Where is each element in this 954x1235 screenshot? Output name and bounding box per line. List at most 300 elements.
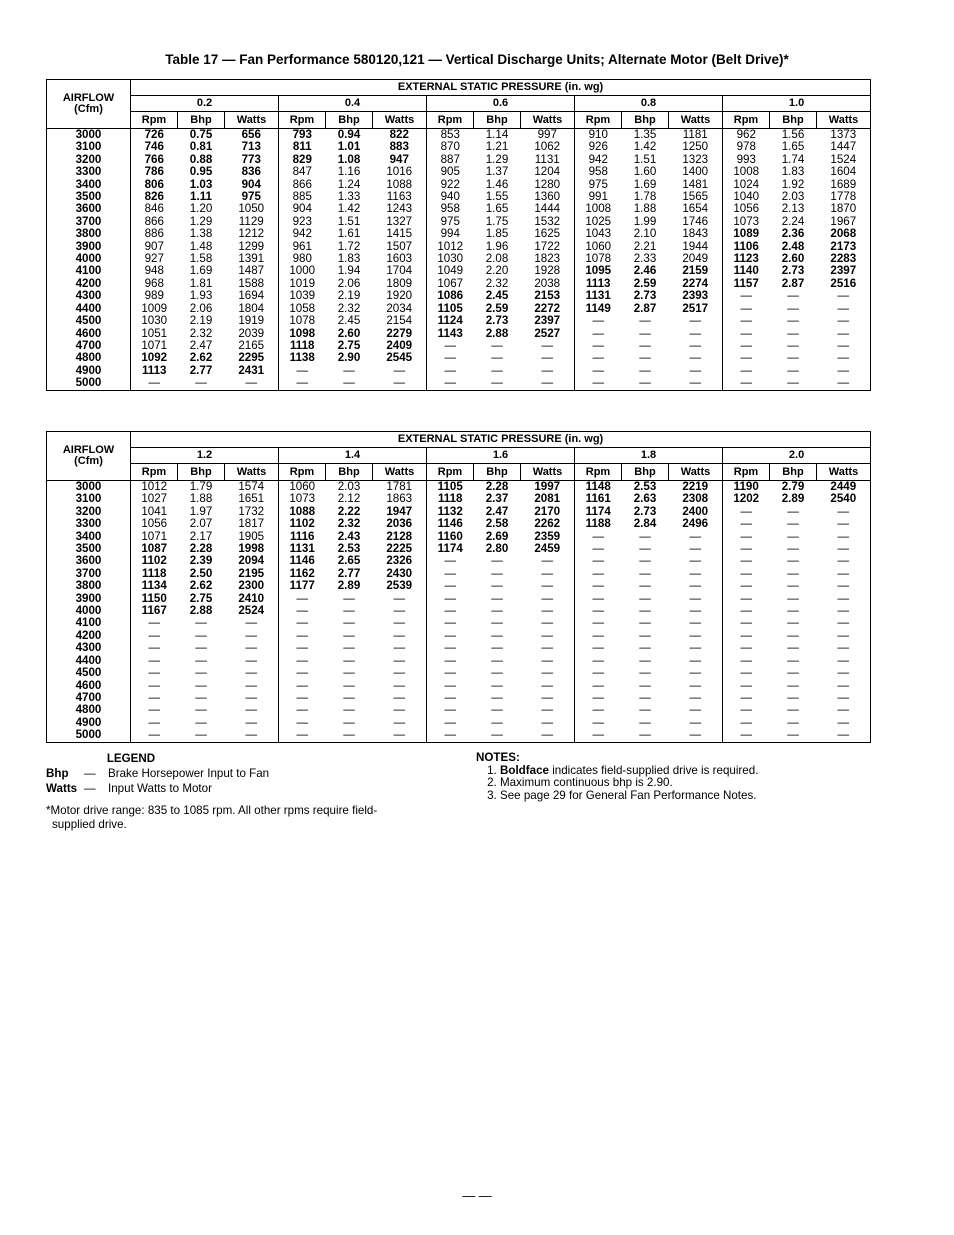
data-cell: — xyxy=(689,604,702,618)
data-cell: — xyxy=(541,591,554,605)
data-cell: 2.53 xyxy=(337,542,361,556)
data-cell: 2.24 xyxy=(781,214,805,228)
data-cell: — xyxy=(639,616,651,630)
data-cell: 1062 xyxy=(534,140,561,154)
data-cell: — xyxy=(837,616,850,630)
data-cell: 885 xyxy=(279,191,326,203)
data-cell: 1.29 xyxy=(189,214,213,228)
column-header: Bhp xyxy=(178,464,225,481)
data-cell: 2496 xyxy=(682,517,709,531)
data-cell: — xyxy=(689,728,702,742)
data-cell: 1360 xyxy=(534,190,561,204)
data-cell: 1565 xyxy=(682,190,709,204)
data-cell: — xyxy=(541,715,554,729)
data-cell: 2.32 xyxy=(189,326,213,340)
data-cell: 2.48 xyxy=(781,239,805,253)
data-cell: — xyxy=(575,642,622,654)
pressure-header: 0.8 xyxy=(575,96,723,112)
legend-desc: Input Watts to Motor xyxy=(108,782,212,795)
data-cell: 975 xyxy=(241,190,261,204)
data-cell: 1323 xyxy=(682,152,709,166)
notes xyxy=(476,752,876,802)
data-cell: 883 xyxy=(389,140,409,154)
column-header: Rpm xyxy=(279,464,326,481)
airflow-header-line: (Cfm) xyxy=(74,455,103,467)
data-cell: 1.03 xyxy=(189,177,213,191)
data-cell: 1.48 xyxy=(189,239,213,253)
data-cell: 1905 xyxy=(238,529,265,543)
data-cell: — xyxy=(195,616,207,630)
data-cell: — xyxy=(689,715,702,729)
data-cell: — xyxy=(787,715,799,729)
data-cell: 2159 xyxy=(682,264,709,278)
data-cell: 904 xyxy=(241,177,261,191)
data-cell: 2068 xyxy=(830,227,857,241)
data-cell: 1.78 xyxy=(633,190,657,204)
data-cell: 1146 xyxy=(427,518,474,530)
legend-desc: Brake Horsepower Input to Fan xyxy=(108,767,270,780)
data-cell: 2039 xyxy=(238,326,265,340)
data-cell: — xyxy=(723,729,770,742)
column-header: Watts xyxy=(817,464,871,481)
data-cell: 1.74 xyxy=(781,152,805,166)
data-cell: — xyxy=(393,728,406,742)
data-cell: — xyxy=(837,715,850,729)
data-cell: 1704 xyxy=(386,264,413,278)
data-cell: — xyxy=(639,666,651,680)
data-cell: 1.94 xyxy=(337,264,361,278)
airflow-cell: 4900 xyxy=(47,365,131,377)
data-cell: 1.79 xyxy=(189,480,213,493)
data-cell: — xyxy=(639,529,651,543)
data-cell: 958 xyxy=(427,203,474,215)
data-cell: 822 xyxy=(389,128,409,141)
column-header: Rpm xyxy=(131,464,178,481)
data-cell: — xyxy=(837,301,850,315)
airflow-cell: 3500 xyxy=(47,191,131,203)
data-cell: 1.83 xyxy=(337,252,361,266)
data-cell: — xyxy=(279,655,326,667)
data-cell: — xyxy=(787,591,799,605)
airflow-cell: 4300 xyxy=(47,642,131,654)
data-cell: — xyxy=(723,593,770,605)
data-cell: 2449 xyxy=(830,480,857,493)
data-cell: — xyxy=(393,591,406,605)
data-cell: 1056 xyxy=(723,203,770,215)
table-row xyxy=(47,228,871,240)
data-cell: 978 xyxy=(723,141,770,153)
data-cell: 1843 xyxy=(682,227,709,241)
data-cell: 2.75 xyxy=(189,591,213,605)
column-header: Bhp xyxy=(178,112,225,129)
page-title: Table 17 — Fan Performance 580120,121 — Vertical Discharge Units; Alternate Motor (Belt Drive)* xyxy=(165,52,789,67)
data-cell: 2034 xyxy=(386,301,413,315)
data-cell: — xyxy=(723,531,770,543)
data-cell: — xyxy=(541,566,554,580)
data-cell: 1123 xyxy=(723,253,770,265)
data-cell: 1131 xyxy=(575,290,622,302)
data-cell: 1118 xyxy=(279,340,326,352)
data-cell: — xyxy=(541,579,554,593)
data-cell: — xyxy=(279,667,326,679)
data-cell: 1131 xyxy=(534,152,560,166)
data-cell: 1.16 xyxy=(337,165,361,179)
data-cell: — xyxy=(689,616,702,630)
data-cell: — xyxy=(575,352,622,364)
data-cell: 2219 xyxy=(682,480,709,493)
column-header: Bhp xyxy=(474,112,521,129)
data-cell: — xyxy=(723,352,770,364)
motor-drive-footnote xyxy=(46,804,441,832)
data-cell: 1088 xyxy=(279,506,326,518)
data-cell: 907 xyxy=(144,239,164,253)
data-cell: 2.45 xyxy=(485,289,509,303)
data-cell: — xyxy=(343,604,355,618)
data-cell: 1781 xyxy=(386,480,413,493)
data-cell: — xyxy=(787,666,799,680)
data-cell: — xyxy=(427,580,474,592)
data-cell: 1039 xyxy=(279,290,326,302)
data-cell: 1167 xyxy=(141,604,167,618)
data-cell: — xyxy=(343,678,355,692)
data-cell: — xyxy=(723,315,770,327)
data-cell: — xyxy=(723,377,770,390)
column-header: Bhp xyxy=(474,464,521,481)
data-cell: — xyxy=(837,591,850,605)
data-cell: 2.79 xyxy=(781,480,805,493)
data-cell: — xyxy=(541,653,554,667)
data-cell: 1041 xyxy=(141,504,168,518)
data-cell: 1157 xyxy=(723,278,770,290)
data-cell: — xyxy=(148,728,161,742)
data-cell: — xyxy=(639,376,651,390)
data-cell: — xyxy=(723,655,770,667)
data-cell: — xyxy=(195,628,207,642)
data-cell: — xyxy=(689,566,702,580)
data-cell: — xyxy=(245,653,258,667)
data-cell: 1056 xyxy=(141,517,168,531)
data-cell: — xyxy=(689,703,702,717)
data-cell: — xyxy=(723,580,770,592)
table-row xyxy=(47,141,871,153)
data-cell: 2524 xyxy=(238,604,265,618)
data-cell: — xyxy=(787,529,799,543)
data-cell: 1025 xyxy=(575,216,622,228)
data-cell: 1.75 xyxy=(485,214,509,228)
airflow-header xyxy=(47,432,131,481)
data-cell: 766 xyxy=(144,152,164,166)
data-cell: 2410 xyxy=(238,591,265,605)
data-cell: 2.88 xyxy=(485,326,509,340)
data-cell: 2.62 xyxy=(189,351,213,365)
data-cell: 1030 xyxy=(427,253,474,265)
data-cell: 2038 xyxy=(534,276,561,290)
data-cell: 2516 xyxy=(830,276,857,290)
data-cell: — xyxy=(427,593,474,605)
data-cell: — xyxy=(787,653,799,667)
data-cell: 2.73 xyxy=(781,264,805,278)
data-cell: 947 xyxy=(389,152,409,166)
data-cell: — xyxy=(787,604,799,618)
data-cell: — xyxy=(279,365,326,377)
data-cell: 1487 xyxy=(238,264,265,278)
data-cell: 1.58 xyxy=(189,252,213,266)
data-cell: 1095 xyxy=(575,265,622,277)
data-cell: 904 xyxy=(279,203,326,215)
data-cell: 1817 xyxy=(238,517,265,531)
data-cell: 2094 xyxy=(238,554,265,568)
data-cell: 2295 xyxy=(238,351,265,365)
data-cell: 1.24 xyxy=(337,177,361,191)
data-cell: — xyxy=(723,642,770,654)
data-cell: 1.14 xyxy=(485,128,509,141)
table-row xyxy=(47,265,871,277)
data-cell: 1058 xyxy=(279,303,326,315)
data-cell: — xyxy=(639,314,651,328)
data-cell: 2527 xyxy=(534,326,561,340)
data-cell: 1098 xyxy=(279,328,326,340)
data-cell: — xyxy=(148,653,161,667)
data-cell: — xyxy=(279,692,326,704)
data-cell: — xyxy=(148,616,161,630)
data-cell: — xyxy=(837,363,850,377)
data-cell: 2128 xyxy=(386,529,413,543)
data-cell: 1043 xyxy=(575,228,622,240)
data-cell: — xyxy=(639,554,651,568)
airflow-cell: 3800 xyxy=(47,580,131,592)
data-cell: — xyxy=(541,703,554,717)
data-cell: 1809 xyxy=(386,276,413,290)
data-cell: 1092 xyxy=(141,351,168,365)
data-cell: 1113 xyxy=(575,278,622,290)
data-cell: 1050 xyxy=(238,202,265,216)
data-cell: 1.72 xyxy=(337,239,361,253)
data-cell: — xyxy=(541,554,554,568)
airflow-cell: 3900 xyxy=(47,593,131,605)
data-cell: — xyxy=(343,666,355,680)
data-cell: 2.07 xyxy=(189,517,213,531)
fan-performance-table-1 xyxy=(46,79,871,391)
data-cell: 2397 xyxy=(830,264,857,278)
data-cell: 886 xyxy=(144,227,164,241)
data-cell: 0.81 xyxy=(189,140,213,154)
data-cell: 826 xyxy=(144,190,164,204)
data-cell: — xyxy=(279,377,326,390)
data-cell: — xyxy=(787,338,799,352)
data-cell: — xyxy=(723,290,770,302)
data-cell: — xyxy=(723,667,770,679)
data-cell: 1694 xyxy=(238,289,265,303)
legend xyxy=(46,752,446,795)
data-cell: — xyxy=(723,518,770,530)
data-cell: — xyxy=(575,365,622,377)
data-cell: — xyxy=(491,690,503,704)
data-cell: 1105 xyxy=(427,303,474,315)
data-cell: 2.19 xyxy=(337,289,361,303)
data-cell: 1.88 xyxy=(189,492,213,506)
data-cell: — xyxy=(575,655,622,667)
data-cell: — xyxy=(148,641,161,655)
data-cell: — xyxy=(541,666,554,680)
airflow-cell: 4800 xyxy=(47,352,131,364)
data-cell: 1177 xyxy=(279,580,326,592)
data-cell: — xyxy=(279,593,326,605)
data-cell: 1944 xyxy=(682,239,709,253)
airflow-cell: 3900 xyxy=(47,241,131,253)
data-cell: — xyxy=(491,703,503,717)
data-cell: 2.46 xyxy=(633,264,657,278)
data-cell: — xyxy=(491,715,503,729)
data-cell: — xyxy=(393,363,406,377)
data-cell: — xyxy=(393,376,406,390)
data-cell: — xyxy=(723,555,770,567)
data-cell: 1625 xyxy=(534,227,561,241)
airflow-cell: 4500 xyxy=(47,315,131,327)
data-cell: — xyxy=(723,617,770,629)
data-cell: 0.75 xyxy=(189,128,213,141)
data-cell: 1009 xyxy=(141,301,168,315)
data-cell: — xyxy=(689,326,702,340)
footnote-line: supplied drive. xyxy=(52,818,127,831)
data-cell: — xyxy=(393,641,406,655)
airflow-cell: 3100 xyxy=(47,493,131,505)
data-cell: — xyxy=(837,703,850,717)
data-cell: 1024 xyxy=(723,179,770,191)
data-cell: — xyxy=(639,542,651,556)
data-cell: — xyxy=(491,376,503,390)
data-cell: — xyxy=(837,351,850,365)
data-cell: — xyxy=(491,363,503,377)
airflow-cell: 4200 xyxy=(47,278,131,290)
esp-header: EXTERNAL STATIC PRESSURE (in. wg) xyxy=(131,432,871,448)
data-cell: — xyxy=(575,568,622,580)
data-cell: — xyxy=(245,628,258,642)
data-cell: 1148 xyxy=(575,481,622,494)
data-cell: — xyxy=(723,340,770,352)
airflow-cell: 5000 xyxy=(47,729,131,742)
data-cell: — xyxy=(195,728,207,742)
data-cell: 942 xyxy=(279,228,326,240)
data-cell: 811 xyxy=(279,141,326,153)
data-cell: 1161 xyxy=(575,493,622,505)
data-cell: 1997 xyxy=(534,480,561,493)
data-cell: — xyxy=(148,678,161,692)
data-cell: 1088 xyxy=(386,177,413,191)
data-cell: 1163 xyxy=(386,190,412,204)
data-cell: — xyxy=(787,566,799,580)
data-cell: — xyxy=(195,641,207,655)
data-cell: 1118 xyxy=(427,493,474,505)
data-cell: 968 xyxy=(144,276,164,290)
data-cell: 1124 xyxy=(427,315,474,327)
data-cell: 1129 xyxy=(238,214,264,228)
data-cell: — xyxy=(491,554,503,568)
column-header: Rpm xyxy=(723,464,770,481)
data-cell: — xyxy=(689,591,702,605)
airflow-cell: 3700 xyxy=(47,216,131,228)
data-cell: 2539 xyxy=(386,579,413,593)
data-cell: — xyxy=(639,690,651,704)
data-cell: 1823 xyxy=(534,252,561,266)
airflow-cell: 3700 xyxy=(47,568,131,580)
data-cell: 1.29 xyxy=(485,152,509,166)
data-cell: 2.80 xyxy=(485,542,509,556)
data-cell: 2154 xyxy=(386,314,413,328)
data-cell: 1.56 xyxy=(781,128,805,141)
data-cell: 927 xyxy=(144,252,164,266)
data-cell: — xyxy=(723,568,770,580)
column-header: Rpm xyxy=(575,112,622,129)
column-header: Bhp xyxy=(326,464,373,481)
data-cell: — xyxy=(427,352,474,364)
data-cell: 2279 xyxy=(386,326,413,340)
data-cell: 2.73 xyxy=(485,314,509,328)
data-cell: — xyxy=(491,641,503,655)
data-cell: — xyxy=(639,653,651,667)
data-cell: — xyxy=(279,617,326,629)
data-cell: — xyxy=(491,579,503,593)
data-cell: 1132 xyxy=(427,506,474,518)
data-cell: — xyxy=(689,628,702,642)
data-cell: — xyxy=(427,377,474,390)
data-cell: 1.60 xyxy=(633,165,657,179)
data-cell: 980 xyxy=(279,253,326,265)
data-cell: — xyxy=(541,338,554,352)
data-cell: — xyxy=(639,628,651,642)
data-cell: — xyxy=(393,690,406,704)
airflow-cell: 3600 xyxy=(47,203,131,215)
data-cell: 2545 xyxy=(386,351,413,365)
column-header: Bhp xyxy=(770,464,817,481)
data-cell: — xyxy=(427,605,474,617)
fan-performance-table-2 xyxy=(46,431,871,743)
data-cell: 0.95 xyxy=(189,165,213,179)
data-cell: — xyxy=(245,715,258,729)
data-cell: 1.69 xyxy=(633,177,657,191)
airflow-cell: 4800 xyxy=(47,704,131,716)
data-cell: — xyxy=(787,678,799,692)
data-cell: 1146 xyxy=(279,555,326,567)
data-cell: 1243 xyxy=(386,202,413,216)
data-cell: 2.58 xyxy=(485,517,509,531)
column-header: Watts xyxy=(373,112,427,129)
data-cell: — xyxy=(689,338,702,352)
airflow-header-line: AIRFLOW xyxy=(62,92,115,104)
data-cell: 2.87 xyxy=(781,276,805,290)
data-cell: 2.28 xyxy=(189,542,213,556)
data-cell: — xyxy=(639,363,651,377)
data-cell: 1327 xyxy=(386,214,413,228)
data-cell: 1.38 xyxy=(189,227,213,241)
data-cell: — xyxy=(195,715,207,729)
data-cell: 2.32 xyxy=(485,276,509,290)
data-cell: — xyxy=(148,715,161,729)
table-row xyxy=(47,704,871,716)
airflow-cell: 3600 xyxy=(47,555,131,567)
data-cell: — xyxy=(427,642,474,654)
data-cell: 2.45 xyxy=(337,314,361,328)
data-cell: — xyxy=(787,690,799,704)
data-cell: — xyxy=(787,517,799,531)
data-cell: 2.69 xyxy=(485,529,509,543)
data-cell: — xyxy=(393,703,406,717)
data-cell: — xyxy=(837,376,850,390)
data-cell: 1087 xyxy=(141,542,168,556)
data-cell: 1.99 xyxy=(633,214,657,228)
data-cell: 2.89 xyxy=(781,492,805,506)
data-cell: — xyxy=(148,666,161,680)
data-cell: — xyxy=(723,328,770,340)
